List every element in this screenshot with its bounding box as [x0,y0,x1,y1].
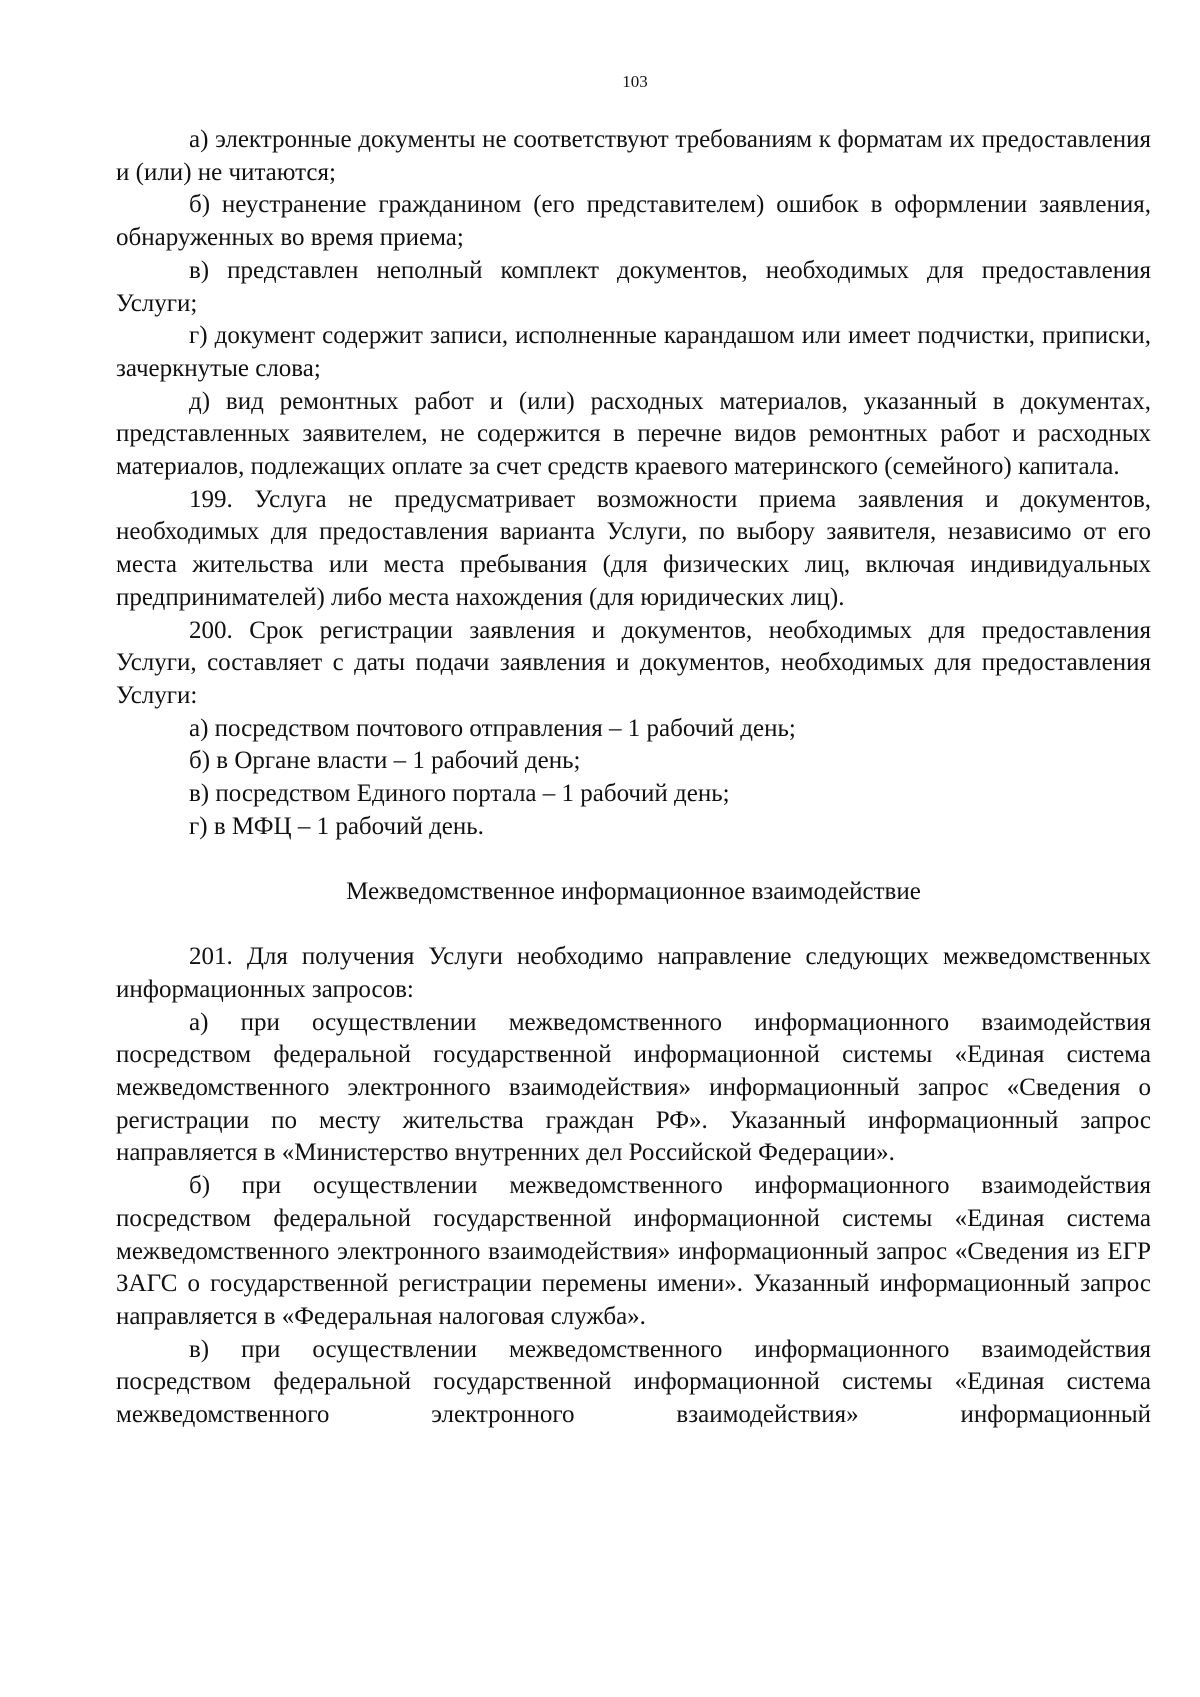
paragraph-200-item-a: а) посредством почтового отправления – 1 рабочий день; [189,714,796,742]
page-number: 103 [622,72,648,91]
section-heading: Межведомственное информационное взаимодействие [346,878,921,906]
paragraph-item-v-incomplete: в) представлен неполный комплект документов, необходимых для предоставления Услуги; [116,256,1151,317]
paragraph-item-d-repairs: д) вид ремонтных работ и (или) расходных материалов, указанный в документах, представленных заявителем, не содержится в перечне видов ремонтных работ и расходных материалов, подлежащих оплате за счет средств краевого материнского (семейного) капитала. [116,387,1151,481]
document-body [116,124,1151,1432]
paragraph-201: 201. Для получения Услуги необходимо направление следующих межведомственных информационных запросов: [116,943,1151,1003]
paragraph-item-g-pencil: г) документ содержит записи, исполненные карандашом или имеет подчистки, приписки, зачеркнутые слова; [116,322,1151,382]
paragraph-201-item-v: в) при осуществлении межведомственного информационного взаимодействия посредством федеральной государственной информационной системы «Единая система межведомственного электронного взаимодействия» информационный [116,1335,1151,1429]
paragraph-item-a-formats: а) электронные документы не соответствуют требованиям к форматам их предоставления и (или) не читаются; [116,126,1151,186]
paragraph-200-item-b: б) в Органе власти – 1 рабочий день; [189,747,581,775]
paragraph-199: 199. Услуга не предусматривает возможности приема заявления и документов, необходимых для предоставления варианта Услуги, по выбору заявителя, независимо от его места жительства или места пребывания (для физических лиц, включая индивидуальных предпринимателей) либо места нахождения (для юридических лиц). [116,485,1151,611]
paragraph-201-item-a: а) при осуществлении межведомственного информационного взаимодействия посредством федеральной государственной информационной системы «Единая система межведомственного электронного взаимодействия» информационный запрос «Сведения о регистрации по месту жительства граждан РФ». Указанный информационный запрос направляется в «Министерство внутренних дел Российской Федерации». [116,1008,1151,1167]
paragraph-200-item-g: г) в МФЦ – 1 рабочий день. [189,812,484,840]
paragraph-201-item-b: б) при осуществлении межведомственного информационного взаимодействия посредством федеральной государственной информационной системы «Единая система межведомственного электронного взаимодействия» информационный запрос «Сведения из ЕГР ЗАГС о государственной регистрации перемены имени». Указанный информационный запрос направляется в «Федеральная налоговая служба». [116,1172,1151,1330]
paragraph-200-item-v: в) посредством Единого портала – 1 рабочий день; [189,780,730,808]
paragraph-200: 200. Срок регистрации заявления и документов, необходимых для предоставления Услуги, составляет с даты подачи заявления и документов, необходимых для предоставления Услуги: [116,616,1151,709]
paragraph-item-b-errors: б) неустранение гражданином (его представителем) ошибок в оформлении заявления, обнаруженных во время приема; [116,191,1151,252]
